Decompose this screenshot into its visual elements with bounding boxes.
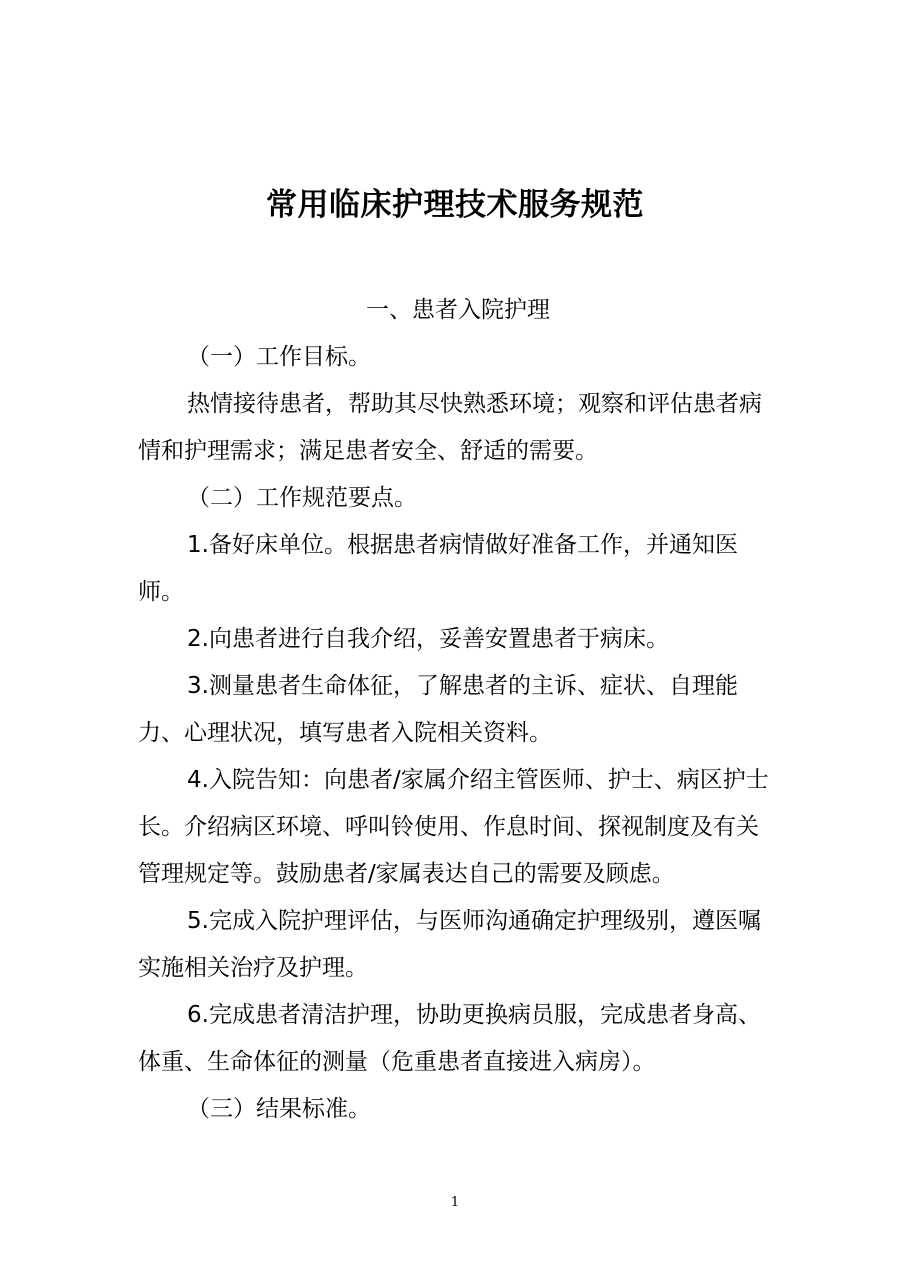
paragraph: 热情接待患者，帮助其尽快熟悉环境；观察和评估患者病情和护理需求；满足患者安全、舒适的需要。 bbox=[138, 391, 762, 464]
list-item: 1.备好床单位。根据患者病情做好准备工作，并通知医师。 bbox=[138, 532, 738, 605]
list-item: 2.向患者进行自我介绍，妥善安置患者于病床。 bbox=[187, 626, 669, 652]
list-item: 3.测量患者生命体征，了解患者的主诉、症状、自理能力、心理状况，填写患者入院相关资料。 bbox=[138, 673, 738, 746]
list-item: 6.完成患者清洁护理，协助更换病员服，完成患者身高、体重、生命体征的测量（危重患者直接进入病房）。 bbox=[138, 1002, 761, 1075]
document-title: 常用临床护理技术服务规范 bbox=[266, 187, 644, 223]
subsection-heading: （二）工作规范要点。 bbox=[187, 485, 417, 511]
document-body bbox=[138, 287, 778, 1133]
list-item: 5.完成入院护理评估，与医师沟通确定护理级别，遵医嘱实施相关治疗及护理。 bbox=[138, 908, 761, 981]
list-item: 4.入院告知：向患者/家属介绍主管医师、护士、病区护士长。介绍病区环境、呼叫铃使用、作息时间、探视制度及有关管理规定等。鼓励患者/家属表达自己的需要及顾虑。 bbox=[138, 767, 769, 887]
page-number: 1 bbox=[450, 1195, 460, 1210]
subsection-heading: （三）结果标准。 bbox=[187, 1096, 371, 1122]
section-heading: 一、患者入院护理 bbox=[366, 297, 550, 323]
subsection-heading: （一）工作目标。 bbox=[187, 344, 371, 370]
